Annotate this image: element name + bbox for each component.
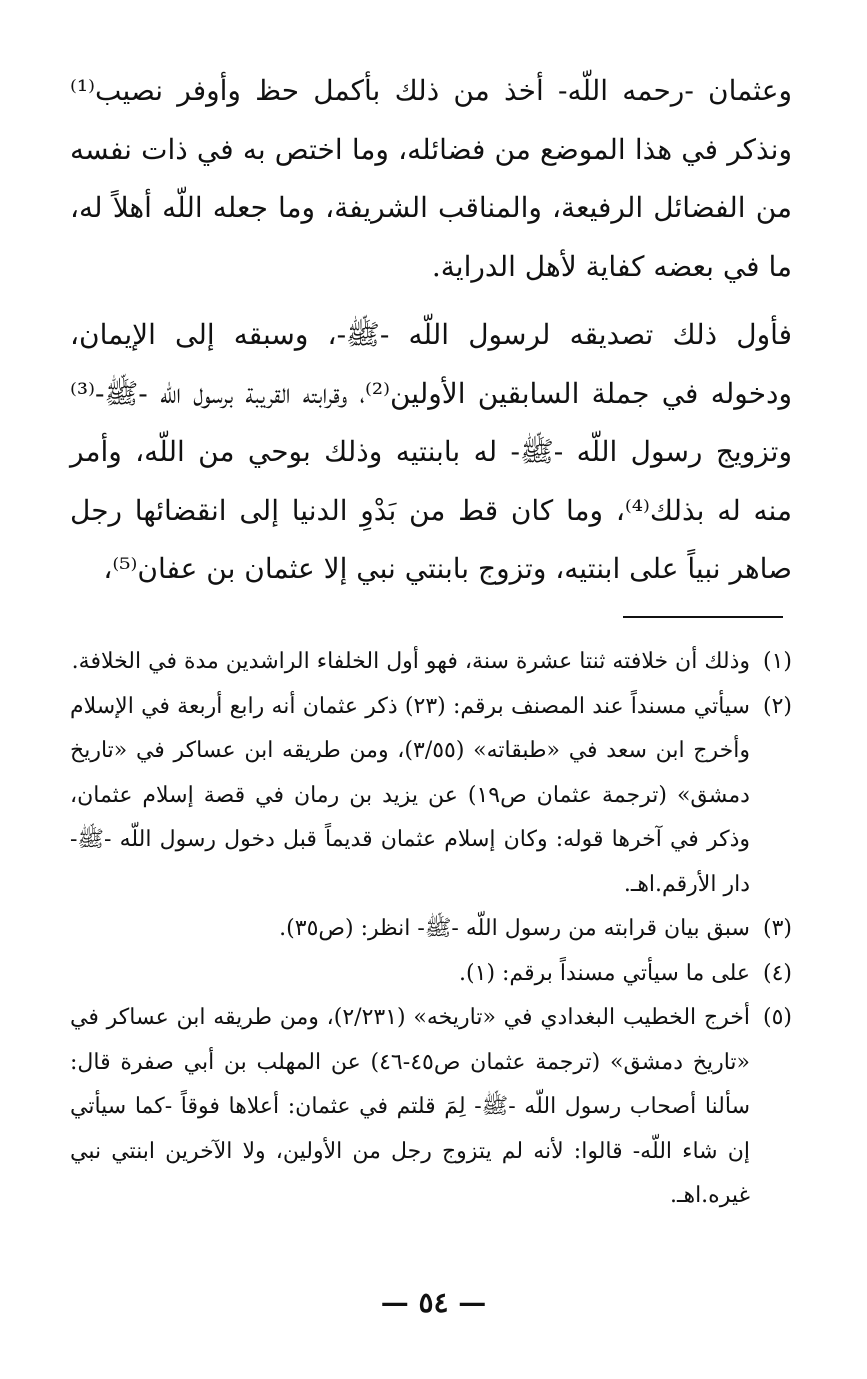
footnote-text: سيأتي مسنداً عند المصنف برقم: (٢٣) ذكر عثمان أنه رابع أربعة في الإسلام وأخرج ابن سعد في «طبقاته» (٣/٥٥)، ومن طريقه ابن عساكر في «تاريخ دمشق» (ترجمة عثمان ص١٩) عن يزيد بن رمان في قصة إسلام عثمان، وذكر في آخرها قوله: وكان إسلام عثمان قديماً قبل دخول رسول اللّه -ﷺ- دار الأرقم.اهـ. (70, 693, 750, 897)
footnote-2 (70, 685, 792, 908)
footnote-text: سبق بيان قرابته من رسول اللّه -ﷺ- انظر: (ص٣٥). (279, 916, 750, 941)
footnote-text: وذلك أن خلافته ثنتا عشرة سنة، فهو أول الخلفاء الراشدين مدة في الخلافة. (71, 649, 750, 674)
footnote-number: (٣) (762, 916, 792, 941)
footnotes-section (70, 640, 792, 1219)
main-paragraph-1: وعثمان -رحمه اللّه- أخذ من ذلك بأكمل حظ وأوفر نصيب⁽¹⁾ ونذكر في هذا الموضع من فضائله، وما اختص به في ذات نفسه من الفضائل الرفيعة، والمناقب الشريفة، وما جعله اللّه أهلاً له، ما في بعضه كفاية لأهل الدراية. (70, 74, 792, 283)
footnote-text: على ما سيأتي مسنداً برقم: (١). (459, 960, 750, 986)
main-text-body (70, 62, 792, 609)
footnote-number: (٢) (762, 693, 792, 719)
footnote-1 (70, 640, 792, 685)
page-number: — ٥٤ — (380, 1286, 487, 1319)
main-paragraph-2: فأول ذلك تصديقه لرسول اللّه -ﷺ-، وسبقه إلى الإيمان، ودخوله في جملة السابقين الأولين⁽²⁾، وقرابته القريبة برسول اللّه -ﷺ-⁽³⁾ وتزويج رسول اللّه -ﷺ- له بابنتيه وذلك بوحي من اللّه، وأمر منه له بذلك⁽⁴⁾، وما كان قط من بَدْوِ الدنيا إلى انقضائها رجل صاهر نبياً على ابنتيه، وتزوج بابنتي نبي إلا عثمان بن عفان⁽⁵⁾، (70, 318, 793, 585)
footnote-number: (١) (762, 649, 792, 674)
footnote-number: (٤) (762, 960, 792, 986)
footnote-text: أخرج الخطيب البغدادي في «تاريخه» (٢/٢٣١)، ومن طريقه ابن عساكر في «تاريخ دمشق» (ترجمة عثمان ص٤٥-٤٦) عن المهلب بن أبي صفرة قال: سألنا أصحاب رسول اللّه -ﷺ- لِمَ قلتم في عثمان: أعلاها فوقاً -كما سيأتي إن شاء اللّه- قالوا: لأنه لم يتزوج رجل من الأولين، ولا الآخرين ابنتي نبي غيره.اهـ. (70, 1005, 751, 1208)
footnote-5 (70, 996, 792, 1219)
footnote-number: (٥) (762, 1005, 792, 1030)
footnote-4 (70, 952, 792, 997)
footnote-separator (623, 616, 783, 618)
footnote-3 (70, 907, 792, 952)
